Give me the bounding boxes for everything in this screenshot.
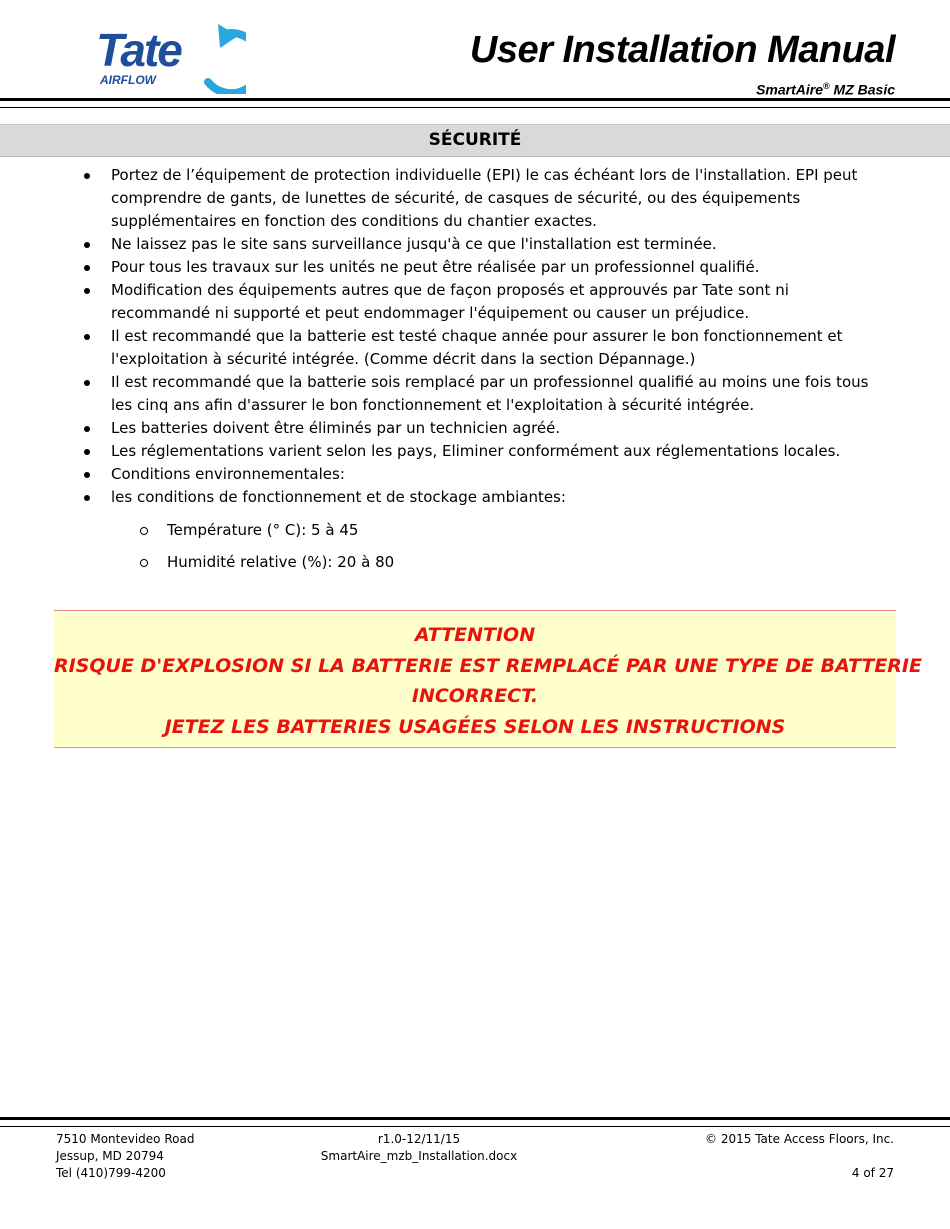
warning-heading: ATTENTION — [414, 624, 536, 646]
bullet-icon — [84, 449, 90, 455]
list-item: Il est recommandé que la batterie sois remplacé par un professionnel qualifié au moins une fois tous les cinq ans afin d'assurer le bon fonctionnement et l'exploitation à sécurité intégrée. — [80, 371, 880, 417]
warning-line: INCORRECT. — [411, 685, 539, 707]
section-title: SÉCURITÉ — [0, 124, 950, 157]
safety-bullet-list — [80, 164, 880, 509]
footer-copyright-block — [705, 1131, 894, 1182]
logo-subtext: AIRFLOW — [100, 73, 156, 87]
list-item: Les batteries doivent être éliminés par un technicien agréé. — [80, 417, 880, 440]
bullet-icon — [84, 173, 90, 179]
hollow-bullet-icon — [140, 559, 148, 567]
product-name: SmartAire — [756, 81, 823, 98]
product-model: MZ Basic — [829, 81, 895, 98]
registered-mark: ® — [823, 81, 830, 91]
ambient-conditions-list — [80, 519, 880, 574]
footer-address — [56, 1131, 194, 1182]
bullet-icon — [84, 288, 90, 294]
header-rule-thin — [0, 107, 950, 108]
bullet-icon — [84, 472, 90, 478]
sub-list-item: Température (° C): 5 à 45 — [80, 519, 880, 542]
sub-list-item: Humidité relative (%): 20 à 80 — [80, 551, 880, 574]
footer-rule-thick — [0, 1117, 950, 1120]
warning-line: RISQUE D'EXPLOSION SI LA BATTERIE EST REMPLACÉ PAR UNE TYPE DE BATTERIE — [54, 654, 922, 677]
bullet-icon — [84, 495, 90, 501]
address-line: 7510 Montevideo Road — [56, 1132, 195, 1146]
warning-line: JETEZ LES BATTERIES USAGÉES SELON LES INSTRUCTIONS — [164, 715, 786, 738]
list-item: Les réglementations varient selon les pays, Eliminer conformément aux réglementations locales. — [80, 440, 880, 463]
revision-label: r1.0-12/11/15 — [377, 1132, 461, 1146]
battery-warning-box — [54, 610, 922, 748]
footer-rule-thin — [0, 1126, 950, 1127]
list-item: Pour tous les travaux sur les unités ne peut être réalisée par un professionnel qualifié. — [80, 256, 880, 279]
hollow-bullet-icon — [140, 527, 148, 535]
list-item: Portez de l’équipement de protection individuelle (EPI) le cas échéant lors de l'installation. EPI peut comprendre de gants, de lunettes de sécurité, de casques de sécurité, ou des équipements supplémentaires en fonction des conditions du chantier exactes. — [80, 164, 880, 233]
list-item: les conditions de fonctionnement et de stockage ambiantes: — [80, 486, 880, 509]
safety-content — [80, 164, 880, 583]
page-number: 4 of 27 — [851, 1166, 894, 1180]
bullet-icon — [84, 426, 90, 432]
list-item: Modification des équipements autres que de façon proposés et approuvés par Tate sont ni recommandé ni supporté et peut endommager l'équipement ou causer un préjudice. — [80, 279, 880, 325]
bullet-icon — [84, 265, 90, 271]
bullet-icon — [84, 242, 90, 248]
address-line: Jessup, MD 20794 — [56, 1149, 164, 1163]
list-item: Ne laissez pas le site sans surveillance jusqu'à ce que l'installation est terminée. — [80, 233, 880, 256]
file-name: SmartAire_mzb_Installation.docx — [320, 1149, 518, 1163]
copyright-notice: © 2015 Tate Access Floors, Inc. — [705, 1132, 894, 1146]
header-rule-thick — [0, 98, 950, 101]
phone-number: Tel (410)799-4200 — [56, 1166, 166, 1180]
document-subtitle — [756, 77, 895, 99]
footer-document-info — [319, 1131, 519, 1165]
document-title: User Installation Manual — [469, 29, 895, 71]
tate-airflow-logo — [96, 22, 246, 94]
bullet-icon — [84, 380, 90, 386]
list-item: Il est recommandé que la batterie est testé chaque année pour assurer le bon fonctionnement et l'exploitation à sécurité intégrée. (Comme décrit dans la section Dépannage.) — [80, 325, 880, 371]
logo-wordmark: Tate — [96, 24, 181, 76]
list-item: Conditions environnementales: — [80, 463, 880, 486]
bullet-icon — [84, 334, 90, 340]
logo-arrow-icon — [218, 24, 238, 48]
